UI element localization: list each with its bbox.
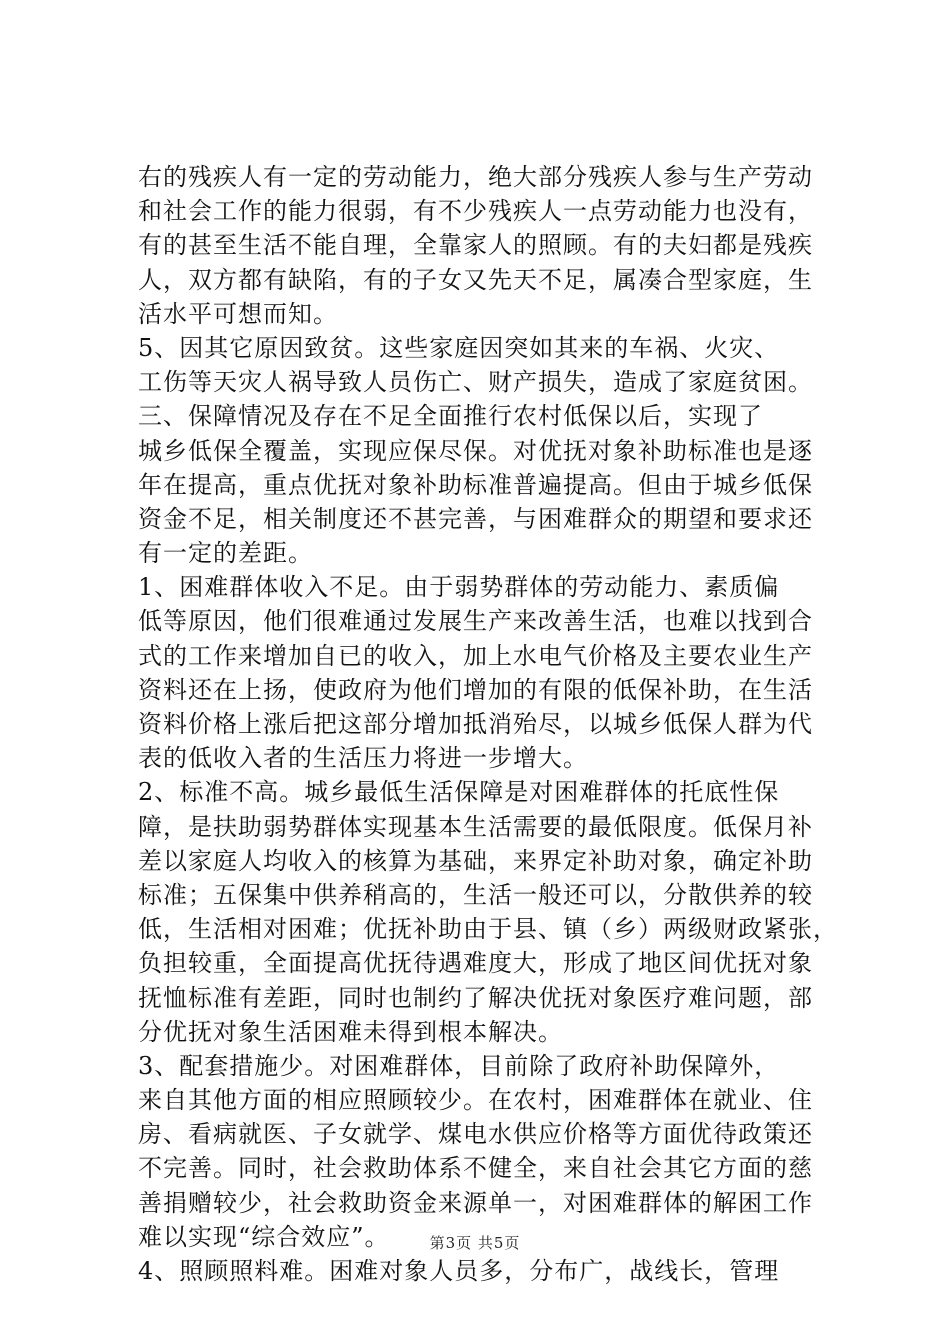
body-text — [138, 160, 838, 1288]
text-line: 3、配套措施少。对困难群体，目前除了政府补助保障外， — [138, 1051, 780, 1080]
text-line: 来自其他方面的相应照顾较少。在农村，困难群体在就业、住 — [138, 1086, 813, 1115]
page-number-footer: 第3页 共5页 — [429, 1234, 521, 1252]
text-line: 有的甚至生活不能自理，全靠家人的照顾。有的夫妇都是残疾 — [138, 231, 813, 260]
text-line: 低，生活相对困难；优抚补助由于县、镇（乡）两级财政紧张， — [138, 915, 838, 944]
text-line: 障，是扶助弱势群体实现基本生活需要的最低限度。低保月补 — [138, 812, 813, 841]
text-line: 5、因其它原因致贫。这些家庭因突如其来的车祸、火灾、 — [138, 333, 780, 362]
text-line: 房、看病就医、子女就学、煤电水供应价格等方面优待政策还 — [138, 1120, 813, 1149]
text-line: 资料价格上涨后把这部分增加抵消殆尽，以城乡低保人群为代 — [138, 710, 813, 738]
text-line: 和社会工作的能力很弱，有不少残疾人一点劳动能力也没有， — [138, 197, 813, 226]
text-line: 2、标准不高。城乡最低生活保障是对困难群体的托底性保 — [138, 778, 780, 807]
text-line: 抚恤标准有差距，同时也制约了解决优抚对象医疗难问题，部 — [138, 983, 813, 1012]
text-line: 表的低收入者的生活压力将进一步增大。 — [138, 744, 588, 773]
text-line: 标准；五保集中供养稍高的，生活一般还可以，分散供养的较 — [138, 880, 813, 909]
text-line: 三、保障情况及存在不足全面推行农村低保以后，实现了 — [138, 402, 763, 431]
text-line: 人，双方都有缺陷，有的子女又先天不足，属凑合型家庭，生 — [138, 265, 813, 294]
text-line: 资金不足，相关制度还不甚完善，与困难群众的期望和要求还 — [138, 504, 813, 533]
text-line: 低等原因，他们很难通过发展生产来改善生活，也难以找到合 — [138, 607, 813, 636]
text-line: 年在提高，重点优抚对象补助标准普遍提高。但由于城乡低保 — [138, 470, 813, 499]
text-line: 难以实现“综合效应”。 — [138, 1222, 390, 1251]
text-line: 善捐赠较少，社会救助资金来源单一，对困难群体的解困工作 — [138, 1188, 813, 1217]
text-line: 4、照顾照料难。困难对象人员多，分布广，战线长，管理 — [138, 1257, 780, 1285]
text-line: 1、困难群体收入不足。由于弱势群体的劳动能力、素质偏 — [138, 573, 780, 602]
text-line: 城乡低保全覆盖，实现应保尽保。对优抚对象补助标准也是逐 — [138, 436, 813, 465]
text-line: 分优抚对象生活困难未得到根本解决。 — [138, 1017, 563, 1046]
text-line: 活水平可想而知。 — [138, 299, 338, 328]
text-line: 有一定的差距。 — [138, 539, 313, 568]
text-line: 右的残疾人有一定的劳动能力，绝大部分残疾人参与生产劳动 — [138, 163, 813, 191]
text-line: 工伤等天灾人祸导致人员伤亡、财产损失，造成了家庭贫困。 — [138, 368, 813, 397]
text-line: 资料还在上扬，使政府为他们增加的有限的低保补助，在生活 — [138, 675, 813, 704]
text-line: 负担较重，全面提高优抚待遇难度大，形成了地区间优抚对象 — [138, 949, 813, 978]
text-line: 不完善。同时，社会救助体系不健全，来自社会其它方面的慈 — [138, 1154, 813, 1183]
text-line: 差以家庭人均收入的核算为基础，来界定补助对象，确定补助 — [138, 846, 813, 875]
text-line: 式的工作来增加自已的收入，加上水电气价格及主要农业生产 — [138, 641, 813, 670]
